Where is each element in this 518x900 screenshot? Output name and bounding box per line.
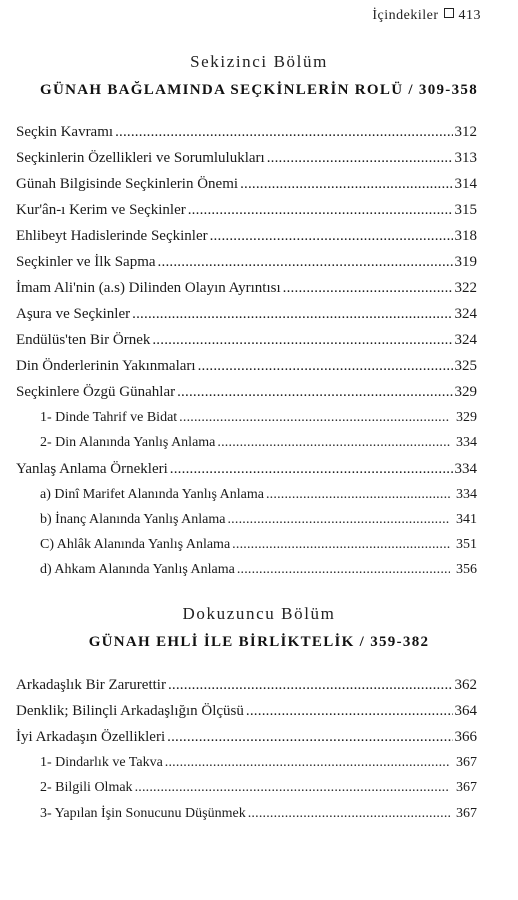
dot-leader <box>132 301 452 327</box>
toc-entry-page-number: 367 <box>456 780 477 796</box>
toc-entry-label: Günah Bilgisinde Seçkinlerin Önemi <box>16 176 239 192</box>
toc-entry-label: b) İnanç Alanında Yanlış Anlama <box>40 511 226 527</box>
toc-entry-label: Kur'ân-ı Kerim ve Seçkinler <box>16 202 186 218</box>
toc-entry[interactable] <box>16 750 477 775</box>
dot-leader <box>135 775 450 800</box>
section-part-label: Sekizinci Bölüm <box>190 52 328 71</box>
toc-entry[interactable] <box>16 482 477 507</box>
toc-entry-page-number: 314 <box>454 176 477 192</box>
toc-entry-page-number: 329 <box>454 384 477 400</box>
dot-leader <box>267 145 453 171</box>
running-header <box>372 8 481 24</box>
dot-leader <box>115 119 452 145</box>
dot-leader <box>152 327 452 353</box>
toc-entry[interactable] <box>16 724 477 750</box>
toc-entry-label: İmam Ali'nin (a.s) Dilinden Olayın Ayrıntısı <box>16 280 281 296</box>
toc-entry-page-number: 315 <box>454 202 477 218</box>
dot-leader <box>168 672 453 698</box>
dot-leader <box>248 801 450 826</box>
toc-entry[interactable] <box>16 327 477 353</box>
toc-entry-page-number: 334 <box>456 486 477 502</box>
toc-entry-label: Seçkinlere Özgü Günahlar <box>16 384 176 400</box>
dot-leader <box>217 430 450 455</box>
toc-entry-page-number: 324 <box>454 332 477 348</box>
dot-leader <box>158 249 453 275</box>
toc-entry-page-number: 367 <box>456 755 477 770</box>
dot-leader <box>177 379 452 405</box>
toc-entry-page-number: 324 <box>454 306 477 322</box>
toc-entry[interactable] <box>16 430 477 455</box>
toc-entry-label: Seçkinlerin Özellikleri ve Sorumlulukları <box>16 150 265 166</box>
toc-entry[interactable] <box>16 698 477 724</box>
dot-leader <box>179 405 450 430</box>
toc-entry[interactable] <box>16 171 477 197</box>
toc-entry[interactable] <box>16 275 477 301</box>
toc-entry[interactable] <box>16 801 477 826</box>
toc-entry-label: Seçkin Kavramı <box>16 124 114 140</box>
toc-entry[interactable] <box>16 353 477 379</box>
toc-entry-label: 2- Bilgili Olmak <box>40 780 133 796</box>
toc-entry[interactable] <box>16 223 477 249</box>
toc-entry-page-number: 322 <box>454 280 477 296</box>
toc-entry[interactable] <box>16 557 477 582</box>
toc-entry-page-number: 329 <box>456 410 477 425</box>
toc-entry[interactable] <box>16 119 477 145</box>
dot-leader <box>232 532 450 557</box>
toc-entry[interactable] <box>16 405 477 430</box>
dot-leader <box>237 557 450 582</box>
dot-leader <box>246 698 453 724</box>
toc-entry-page-number: 325 <box>454 358 477 374</box>
dot-leader <box>240 171 452 197</box>
toc-entry-page-number: 334 <box>454 460 477 477</box>
toc-entry-page-number: 341 <box>456 511 477 527</box>
toc-entry[interactable] <box>16 672 477 698</box>
toc-entry-label: Ehlibeyt Hadislerinde Seçkinler <box>16 228 208 244</box>
toc-entry[interactable] <box>16 775 477 800</box>
dot-leader <box>188 197 453 223</box>
dot-leader <box>198 353 453 379</box>
dot-leader <box>283 275 453 301</box>
dot-leader <box>165 750 450 775</box>
toc-entry-label: 1- Dindarlık ve Takva <box>40 755 163 770</box>
dot-leader <box>210 223 453 249</box>
toc-entry[interactable] <box>16 197 477 223</box>
toc-entry-label: Aşura ve Seçkinler <box>16 306 131 322</box>
running-header-title: İçindekiler <box>372 8 439 23</box>
toc-entry-page-number: 366 <box>454 729 477 745</box>
running-header-page-number: 413 <box>458 8 481 23</box>
toc-entry[interactable] <box>16 145 477 171</box>
toc-entry-label: Seçkinler ve İlk Sapma <box>16 254 156 270</box>
dot-leader <box>170 456 453 482</box>
toc-entry-label: Denklik; Bilinçli Arkadaşlığın Ölçüsü <box>16 703 244 719</box>
section-title: GÜNAH BAĞLAMINDA SEÇKİNLERİN ROLÜ / 309-358 <box>39 82 479 98</box>
toc-entry[interactable] <box>16 379 477 405</box>
toc-entry-label: Din Önderlerinin Yakınmaları <box>16 358 196 374</box>
toc-entry-page-number: 367 <box>456 805 477 821</box>
section-heading-9 <box>0 604 518 651</box>
toc-entry[interactable] <box>16 249 477 275</box>
toc-entry-label: İyi Arkadaşın Özellikleri <box>16 729 166 745</box>
toc-list-section-8 <box>16 119 477 583</box>
toc-entry[interactable] <box>16 301 477 327</box>
toc-entry[interactable] <box>16 456 477 482</box>
toc-entry-label: 3- Yapılan İşin Sonucunu Düşünmek <box>40 805 246 821</box>
section-part-label: Dokuzuncu Bölüm <box>182 604 336 623</box>
toc-entry-label: Yanlaş Anlama Örnekleri <box>16 460 168 477</box>
toc-list-section-9 <box>16 672 477 826</box>
toc-entry-label: Arkadaşlık Bir Zarurettir <box>16 677 166 693</box>
square-separator-icon <box>444 8 454 18</box>
toc-entry-page-number: 351 <box>456 537 477 553</box>
dot-leader <box>227 507 450 532</box>
section-title: GÜNAH EHLİ İLE BİRLİKTELİK / 359-382 <box>88 634 430 650</box>
toc-entry-label: 2- Din Alanında Yanlış Anlama <box>40 435 216 451</box>
section-heading-8 <box>0 52 518 99</box>
toc-entry-label: a) Dinî Marifet Alanında Yanlış Anlama <box>40 486 264 502</box>
toc-entry-label: d) Ahkam Alanında Yanlış Anlama <box>40 562 235 578</box>
toc-entry-page-number: 356 <box>456 562 477 578</box>
dot-leader <box>167 724 452 750</box>
toc-entry-page-number: 318 <box>454 228 477 244</box>
toc-entry-page-number: 362 <box>454 677 477 693</box>
toc-entry-page-number: 313 <box>454 150 477 166</box>
toc-entry-label: 1- Dinde Tahrif ve Bidat <box>40 410 178 425</box>
toc-entry-page-number: 364 <box>454 703 477 719</box>
dot-leader <box>266 482 450 507</box>
toc-entry[interactable] <box>16 507 477 532</box>
toc-entry-page-number: 334 <box>456 435 477 451</box>
toc-entry-page-number: 312 <box>454 124 477 140</box>
toc-entry-label: C) Ahlâk Alanında Yanlış Anlama <box>40 537 231 553</box>
toc-entry-label: Endülüs'ten Bir Örnek <box>16 332 151 348</box>
toc-entry[interactable] <box>16 532 477 557</box>
toc-entry-page-number: 319 <box>454 254 477 270</box>
